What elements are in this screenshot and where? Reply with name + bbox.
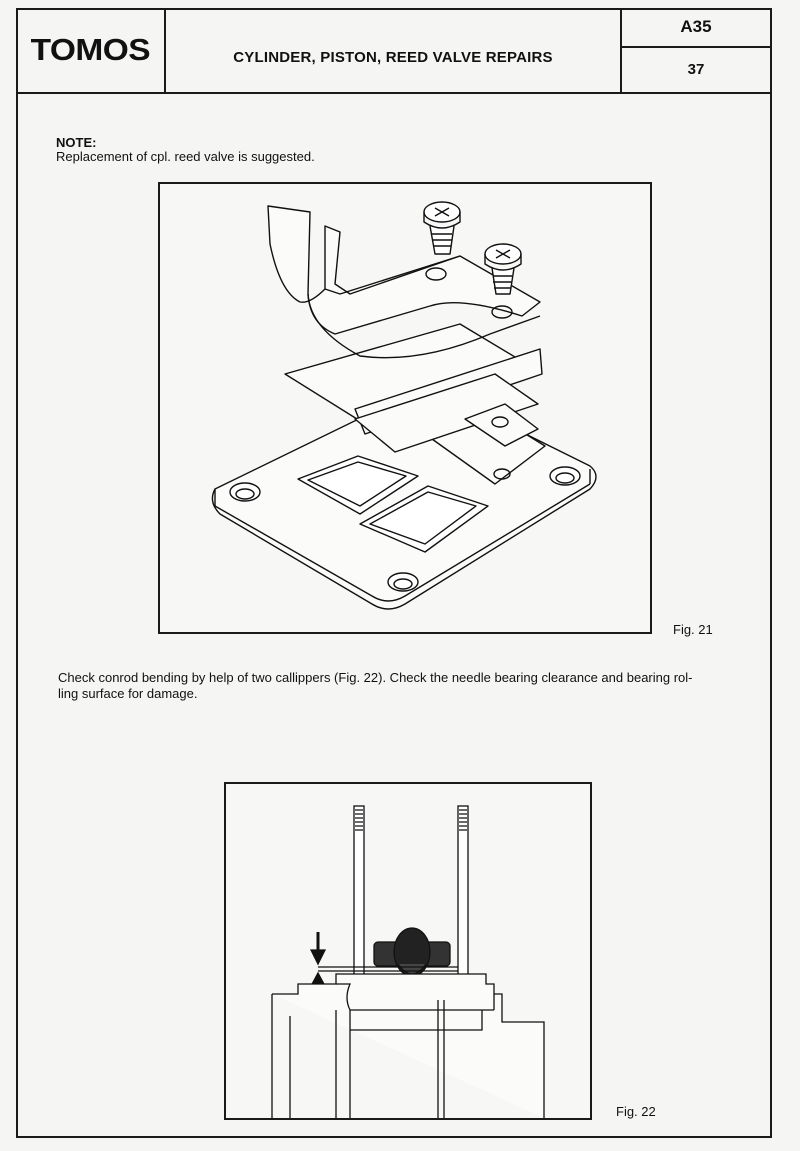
figure-21-caption: Fig. 21	[673, 622, 713, 637]
section-code: A35	[622, 8, 770, 48]
title-cell	[166, 8, 622, 92]
figure-21-reed-valve	[158, 182, 652, 634]
conrod-illustration	[226, 784, 590, 1118]
body-paragraph-line-2: ling surface for damage.	[58, 686, 198, 701]
body-paragraph-line-1: Check conrod bending by help of two callippers (Fig. 22). Check the needle bearing clearance and bearing rol-	[58, 670, 693, 685]
note-text: Replacement of cpl. reed valve is suggested.	[56, 149, 315, 164]
body-paragraph	[58, 670, 758, 702]
tomos-logo: TOMOS	[30, 32, 150, 67]
figure-22-conrod-check	[224, 782, 592, 1120]
reed-valve-illustration	[160, 184, 650, 632]
note-label: NOTE:	[56, 135, 97, 150]
page-title: CYLINDER, PISTON, REED VALVE REPAIRS	[233, 49, 553, 66]
logo-cell	[16, 8, 166, 92]
page-header	[16, 8, 772, 94]
figure-22-caption: Fig. 22	[616, 1104, 656, 1119]
page-number: 37	[687, 61, 705, 78]
